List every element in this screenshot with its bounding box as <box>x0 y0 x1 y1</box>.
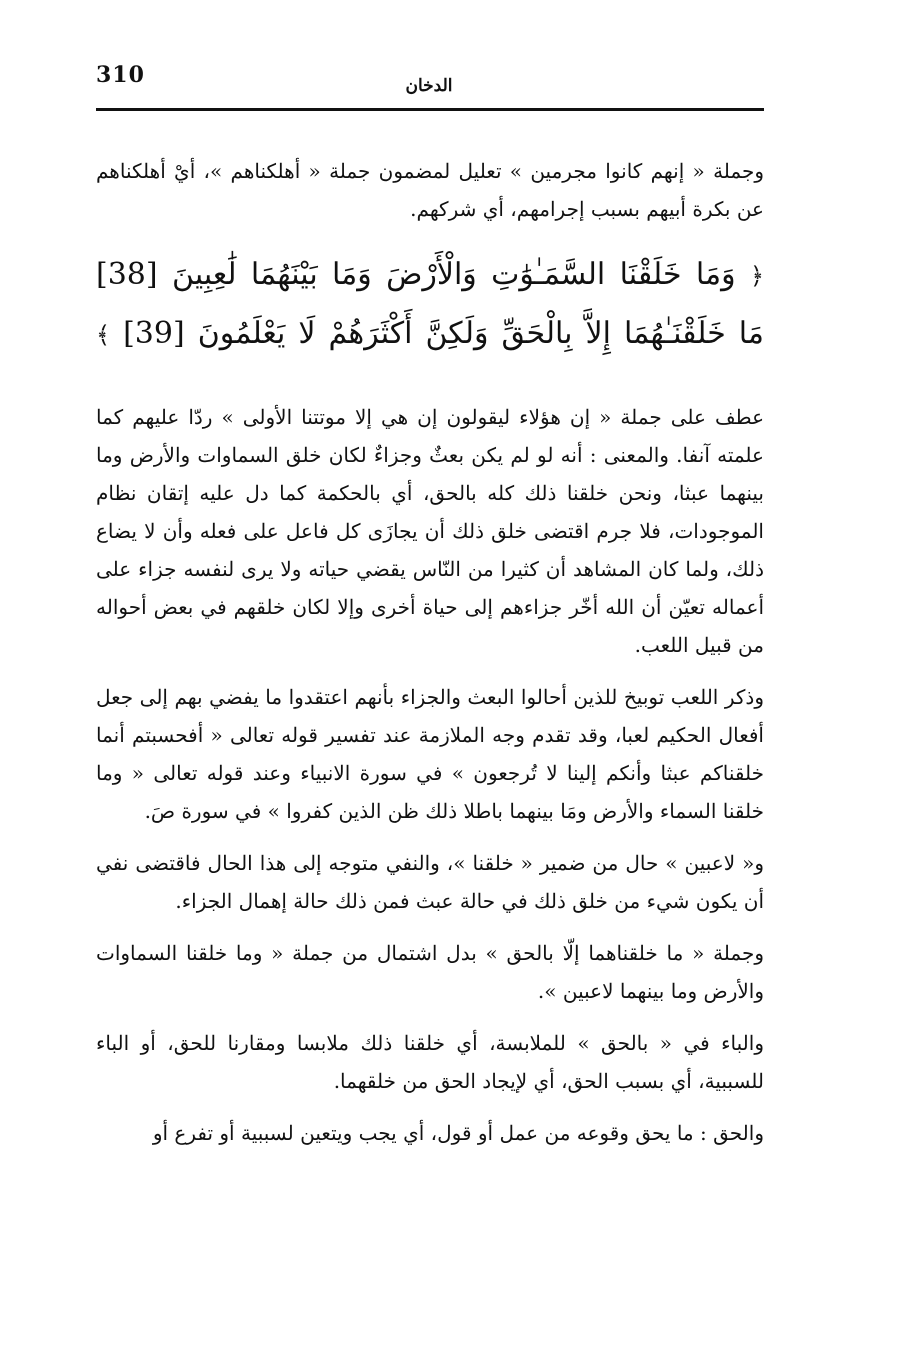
commentary-paragraph: وجملة « ما خلقناهما إلّا بالحق » بدل اشتمال من جملة « وما خلقنا السماوات والأرض وما بينهما لاعبين ». <box>96 941 764 1003</box>
commentary-paragraph: و« لاعبين » حال من ضمير « خلقنا »، والنفي متوجه إلى هذا الحال فاقتضى نفي أن يكون شيء من خلق ذلك في حالة عبث فمن ذلك حالة إهمال الجزاء. <box>96 851 764 913</box>
verse-39-text: مَا خَلَقْنَـٰهُمَا إِلاَّ بِالْحَقِّ وَلَكِنَّ أَكْثَرَهُمْ لَا يَعْلَمُونَ [39] <box>123 316 764 351</box>
verse-open-ornament: ﴿ <box>749 262 764 290</box>
intro-paragraph: وجملة « إنهم كانوا مجرمين » تعليل لمضمون جملة « أهلكناهم »، أيْ أهلكناهم عن بكرة أبيهم بسبب إجرامهم، أي شركهم. <box>96 159 764 221</box>
verse-line-1 <box>96 246 764 305</box>
header-rule <box>96 108 764 111</box>
verse-line-2 <box>96 305 764 364</box>
quran-verse-block <box>96 246 764 364</box>
commentary-paragraph: عطف على جملة « إن هؤلاء ليقولون إن هي إلا موتتنا الأولى » ردّا عليهم كما علمته آنفا. والمعنى : أنه لو لم يكن بعثٌ وجزاءٌ لكان خلق السماوات والأرض وما بينهما عبثا، ونحن خلقنا ذلك كله بالحق، أي بالحكمة كما دل عليه إتقان نظام الموجودات، فلا جرم اقتضى خلق ذلك أن يجازَى كل فاعل على فعله وأن لا يضاع ذلك، ولما كان المشاهد أن كثيرا من النّاس يقضي حياته ولا يرى لنفسه جزاء على أعماله تعيّن أن الله أخّر جزاءهم إلى حياة أخرى وإلا لكان خلقهم في بعض أحواله من قبيل اللعب. <box>96 405 764 657</box>
page-number: 310 <box>96 62 145 88</box>
commentary-paragraph: والحق : ما يحق وقوعه من عمل أو قول، أي يجب ويتعين لسببية أو تفرع أو <box>152 1121 764 1145</box>
surah-name: الدخان <box>405 76 453 96</box>
verse-close-ornament: ﴾ <box>96 321 111 349</box>
page-header <box>96 58 762 102</box>
verse-38-text: وَمَا خَلَقْنَا السَّمَـٰوَٰتِ وَالْأَرْضَ وَمَا بَيْنَهُمَا لَٰعِبِينَ [38] <box>96 257 736 292</box>
commentary-paragraph: والباء في « بالحق » للملابسة، أي خلقنا ذلك ملابسا ومقارنا للحق، أو الباء للسببية، أي بسبب الحق، أي لإيجاد الحق من خلقهما. <box>96 1031 764 1093</box>
page-body <box>96 152 764 1152</box>
commentary-paragraph: وذكر اللعب توبيخ للذين أحالوا البعث والجزاء بأنهم اعتقدوا ما يفضي بهم إلى جعل أفعال الحكيم لعبا، وقد تقدم وجه الملازمة عند تفسير قوله تعالى « أفحسبتم أنما خلقناكم عبثا وأنكم إلينا لا تُرجعون » في سورة الانبياء وعند قوله تعالى « وما خلقنا السماء والأرض ومَا بينهما باطلا ذلك ظن الذين كفروا » في سورة صَ. <box>96 685 764 823</box>
